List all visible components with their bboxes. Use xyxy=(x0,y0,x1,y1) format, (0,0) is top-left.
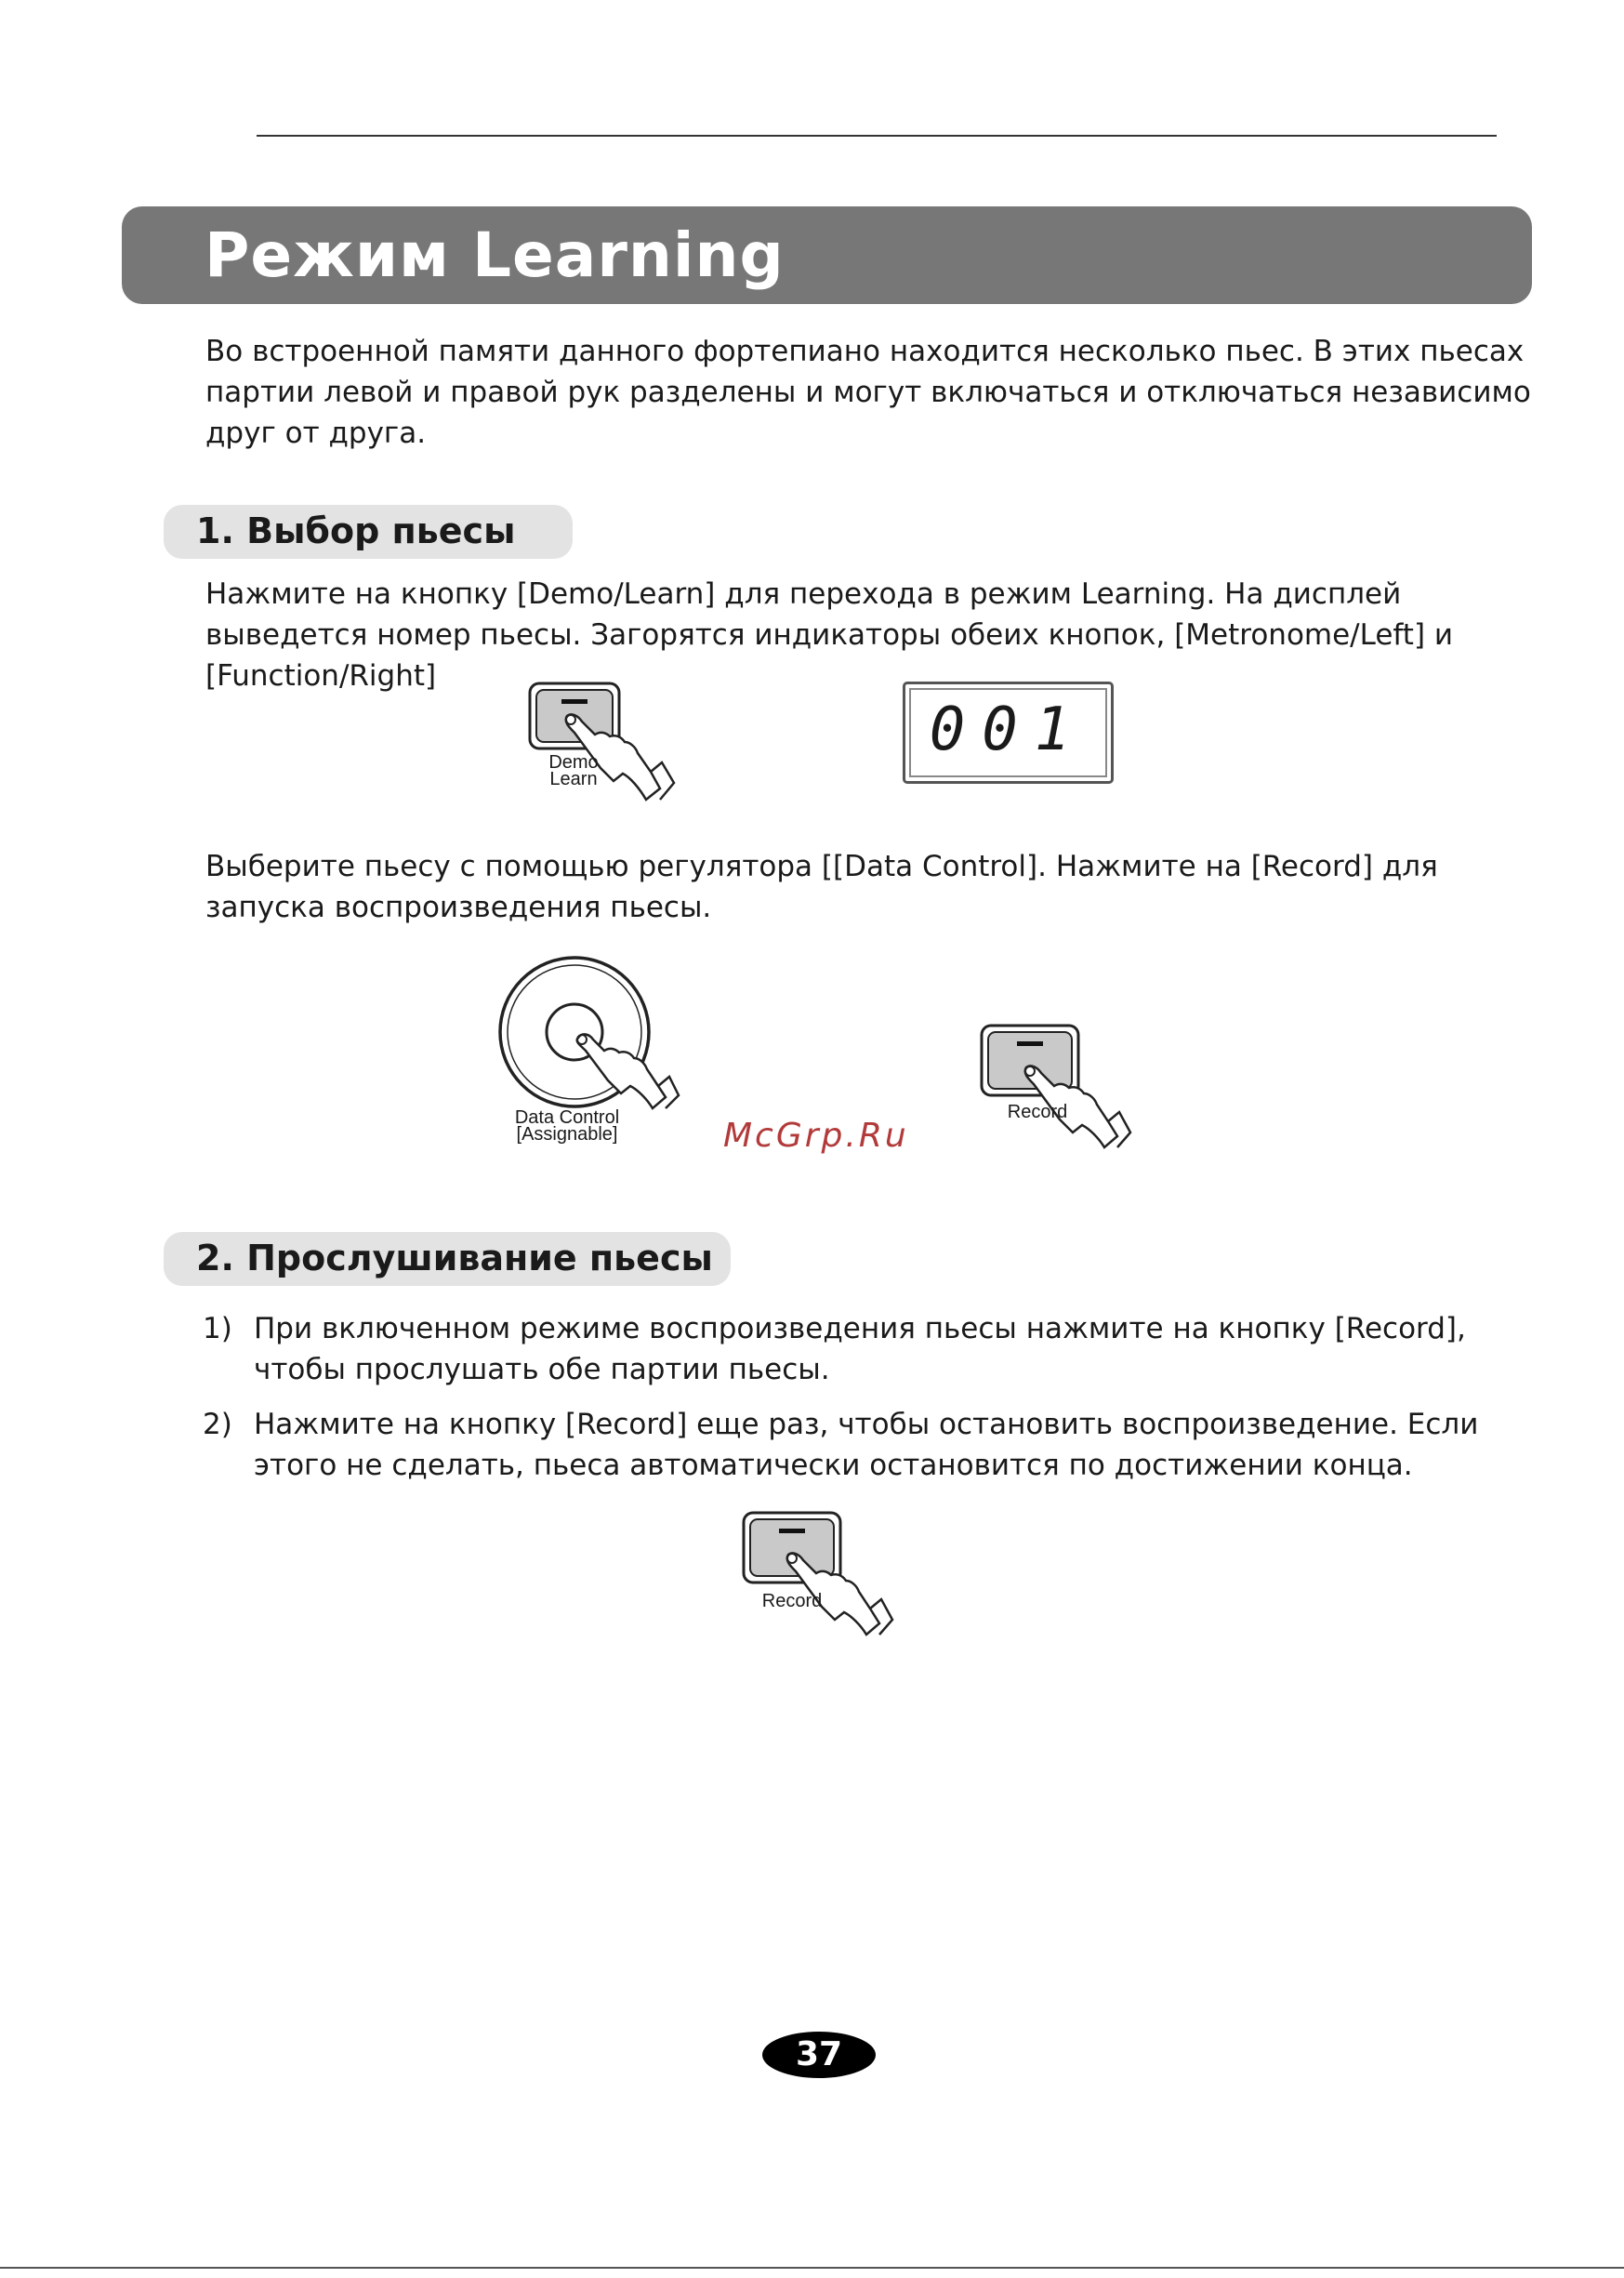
demo-learn-figure xyxy=(521,679,697,809)
data-control-assignable-label: [Assignable] xyxy=(516,1124,618,1145)
record-button-figure-2 xyxy=(740,1508,917,1648)
learn-label: Learn xyxy=(549,769,598,789)
record-button-icon xyxy=(978,1021,1155,1151)
watermark: McGrp.Ru xyxy=(723,1117,909,1155)
data-control-figure xyxy=(493,950,688,1146)
section-1-header xyxy=(164,505,573,559)
lcd-display xyxy=(903,682,1114,784)
section-1-paragraph-1: Нажмите на кнопку [Demo/Learn] для перехода в режим Learning. На дисплей выведется номер пьесы. Загорятся индикаторы обеих кнопок, [Metronome/Left] и [Function/Right] xyxy=(205,577,1454,693)
data-control-knob-icon xyxy=(493,950,688,1118)
record-label: Record xyxy=(761,1592,823,1611)
section-2-title: 2. Прослушивание пьесы xyxy=(196,1238,713,1278)
data-control-label: Data Control xyxy=(514,1107,620,1128)
section-1-title: 1. Выбор пьесы xyxy=(196,510,516,551)
list-item xyxy=(203,1404,1532,1486)
list-item-number: 2) xyxy=(203,1408,232,1441)
lcd-display-value: 001 xyxy=(929,695,1088,764)
record-label: Record xyxy=(1007,1103,1068,1122)
page-number: 37 xyxy=(762,2032,876,2078)
top-rule xyxy=(257,135,1497,137)
list-item-text: Нажмите на кнопку [Record] еще раз, чтобы остановить воспроизведение. Если этого не сделать, пьеса автоматически остановится по достижении конца. xyxy=(254,1408,1479,1482)
demo-learn-button-icon xyxy=(521,679,697,809)
section-2-header xyxy=(164,1232,731,1286)
record-button-icon xyxy=(740,1508,917,1638)
record-button-figure-1 xyxy=(978,1021,1155,1160)
list-item-number: 1) xyxy=(203,1312,232,1345)
demo-label: Demo xyxy=(548,752,599,773)
list-item xyxy=(203,1308,1532,1390)
bottom-rule xyxy=(0,2267,1624,2269)
page-title: Режим Learning xyxy=(205,219,785,291)
intro-paragraph: Во встроенной памяти данного фортепиано находится несколько пьес. В этих пьесах партии левой и правой рук разделены и могут включаться и отключаться независимо друг от друга. xyxy=(205,335,1531,450)
list-item-text: При включенном режиме воспроизведения пьесы нажмите на кнопку [Record], чтобы прослушать обе партии пьесы. xyxy=(254,1312,1466,1386)
title-bar xyxy=(122,206,1532,304)
section-1-paragraph-2: Выберите пьесу с помощью регулятора [[Data Control]. Нажмите на [Record] для запуска воспроизведения пьесы. xyxy=(205,850,1438,924)
